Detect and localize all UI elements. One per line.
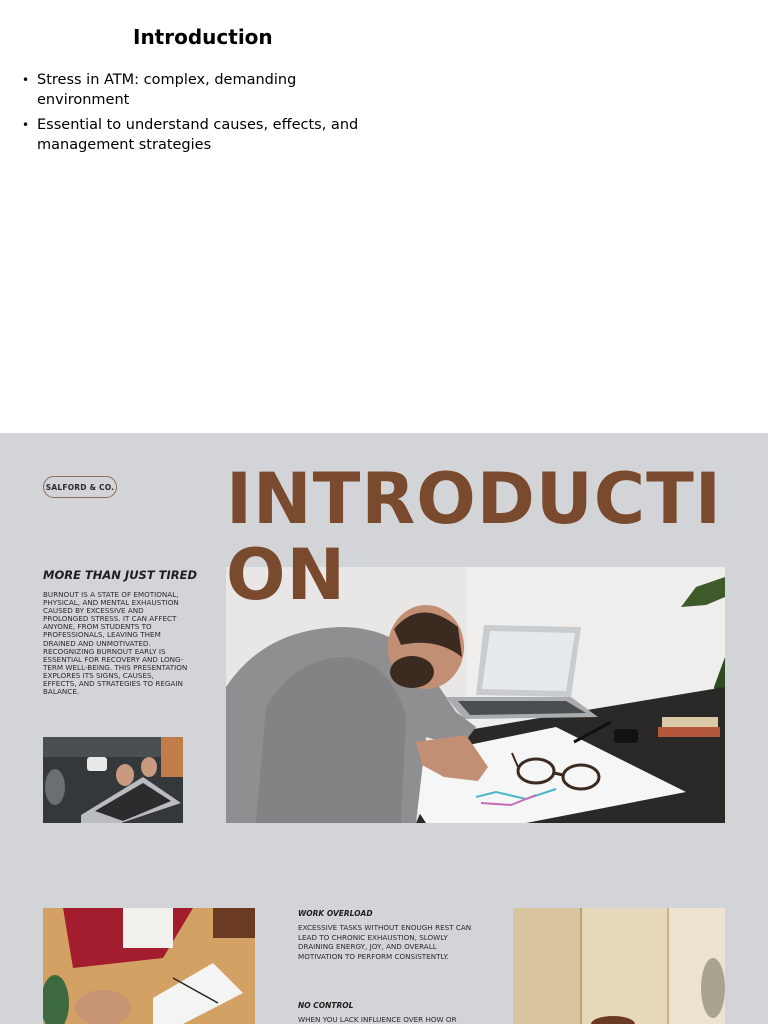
point-body: WHEN YOU LACK INFLUENCE OVER HOW OR	[298, 1015, 457, 1024]
point-heading: WORK OVERLOAD	[298, 909, 373, 918]
section-body: BURNOUT IS A STATE OF EMOTIONAL, PHYSICAL, AND MENTAL EXHAUSTION CAUSED BY EXCESSIVE AND PROLONGED STRESS. IT CAN AFFECT ANYONE, FROM STUDENTS TO PROFESSIONALS, LEAVING THEM DRAINED AND UNMOTIVATED. RECOGNIZING BURNOUT EARLY IS ESSENTIAL FOR RECOVERY AND LONG-TERM WELL-BEING. THIS PRESENTATION EXPLORES ITS SIGNS, CAUSES, EFFECTS, AND STRATEGIES TO REGAIN BALANCE.	[43, 590, 188, 697]
section-heading: MORE THAN JUST TIRED	[43, 568, 198, 582]
bullet-text: Stress in ATM: complex, demanding environment	[37, 72, 297, 108]
slide-title: Introduction	[133, 25, 273, 49]
point-heading: NO CONTROL	[298, 1001, 354, 1010]
bullet-item	[20, 70, 370, 110]
poster-title: INTRODUCTION	[226, 458, 722, 616]
bullet-icon: •	[22, 73, 30, 87]
bullet-text: Essential to understand causes, effects, and management strategies	[37, 117, 359, 153]
slide-burnout-poster	[0, 433, 768, 1024]
wooden-wall-photo	[513, 908, 725, 1024]
bullet-list	[20, 70, 370, 160]
bullet-item	[20, 115, 370, 155]
slide-introduction-text	[0, 0, 768, 433]
bullet-icon: •	[22, 118, 30, 132]
team-meeting-photo	[43, 908, 255, 1024]
laptop-typing-photo	[43, 737, 183, 823]
point-body: EXCESSIVE TASKS WITHOUT ENOUGH REST CAN LEAD TO CHRONIC EXHAUSTION, SLOWLY DRAINING ENERGY, JOY, AND OVERALL MOTIVATION TO PERFORM CONSISTENTLY.	[298, 923, 472, 961]
brand-logo-badge: SALFORD & CO.	[43, 476, 117, 498]
